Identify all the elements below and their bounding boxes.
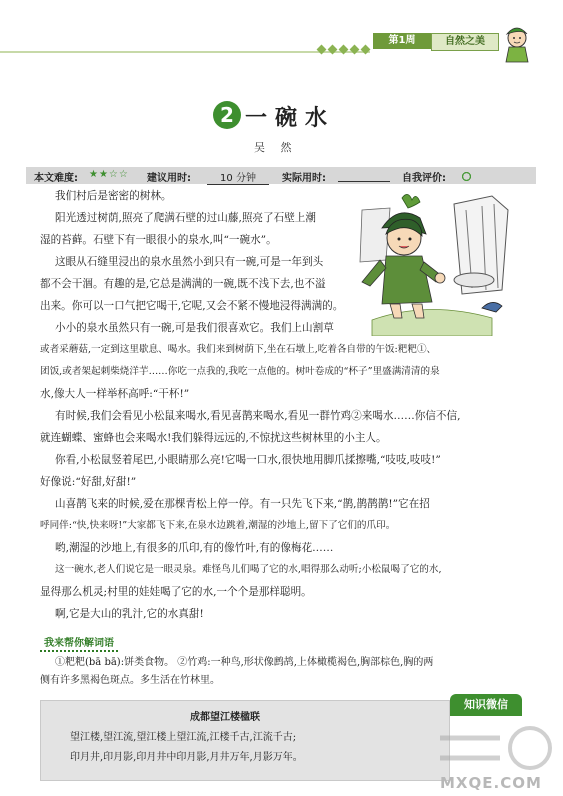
header-dots [318, 38, 373, 46]
paragraph-line: 团饭,或者架起刺柴烧洋芋……你吃一点我的,我吃一点他的。树叶卷成的“杯子”里盛满清清的泉 [40, 366, 440, 377]
paragraph-line: 湿的苔藓。石壁下有一眼很小的泉水,叫“一碗水”。 [40, 234, 277, 246]
paragraph-line: 哟,潮湿的沙地上,有很多的爪印,有的像竹叶,有的像梅花…… [55, 542, 334, 554]
actual-time-blank [338, 169, 390, 182]
paragraph-line: 显得那么机灵;村里的娃娃喝了它的水,一个个是那样聪明。 [40, 586, 312, 598]
week-tag: 第1周 [373, 33, 431, 49]
article-title: 一碗水 [245, 105, 336, 131]
paragraph-line: 啊,它是大山的乳汁,它的水真甜! [55, 608, 204, 620]
knowledge-title: 成都望江楼楹联 [190, 712, 260, 723]
self-eval-label: 自我评价: [402, 173, 446, 184]
paragraph-line: 或者采蘑菇,一定到这里歇息、喝水。我们来到树荫下,坐在石墩上,吃着各自带的午饭:粑粑①、 [40, 344, 437, 355]
paragraph-line: 好像说:“好甜,好甜!” [40, 476, 137, 488]
article-number-badge: 2 [213, 101, 241, 129]
paragraph-line: 阳光透过树荫,照亮了爬满石壁的过山藤,照亮了石壁上潮 [55, 212, 316, 224]
suggested-time-label: 建议用时: [147, 173, 191, 184]
paragraph-line: 都不会干涸。有趣的是,它总是满满的一碗,既不浅下去,也不溢 [40, 278, 326, 290]
difficulty-label: 本文难度: [34, 173, 78, 184]
paragraph-line: 水,像大人一样举杯高呼:“干杯!” [40, 388, 190, 400]
paragraph-line: 山喜鹊飞来的时候,爱在那棵青松上停一停。有一只先飞下来,“鹊,鹊鹊鹊!”它在招 [55, 498, 430, 510]
mascot-girl-icon [497, 20, 541, 64]
paragraph-line: 我们村后是密密的树林。 [55, 190, 172, 202]
knowledge-line: 望江楼,望江流,望江楼上望江流,江楼千古,江流千古; [70, 732, 297, 743]
header-rule [0, 51, 370, 53]
paragraph-line: 小小的泉水虽然只有一碗,可是我们很喜欢它。我们上山割草 [55, 322, 334, 334]
girl-by-spring-illustration [342, 190, 514, 336]
paragraph-line: 呼同伴:“快,快来呀!”大家都飞下来,在泉水边跳着,潮湿的沙地上,留下了它们的爪印。 [40, 520, 396, 531]
article-author: 吴 然 [254, 141, 298, 154]
glossary-line: ①粑粑(bā bā):饼类食物。 ②竹鸡:一种鸟,形状像鹧鸪,上体橄榄褐色,胸部棕色,胸的两 [55, 657, 434, 668]
difficulty-stars: ★★☆☆ [89, 169, 129, 180]
knowledge-line: 印月井,印月影,印月井中印月影,月井万年,月影万年。 [70, 752, 303, 763]
suggested-time-value: 10 分钟 [207, 169, 269, 185]
glossary-tag: 我来帮你解词语 [40, 633, 118, 652]
watermark-text: MXQE.COM [440, 774, 542, 792]
paragraph-line: 这一碗水,老人们说它是一眼灵泉。难怪鸟儿们喝了它的水,唱得那么动听;小松鼠喝了它的水, [55, 564, 442, 575]
paragraph-line: 有时候,我们会看见小松鼠来喝水,看见喜鹊来喝水,看见一群竹鸡②来喝水……你信不信, [55, 410, 461, 422]
actual-time-label: 实际用时: [282, 173, 326, 184]
paragraph-line: 你看,小松鼠竖着尾巴,小眼睛那么亮!它喝一口水,很快地用脚爪揉擦嘴,“吱吱,吱吱!” [55, 454, 441, 466]
paragraph-line: 出来。你可以一口气把它喝干,它呢,又会不紧不慢地浸得满满的。 [40, 300, 344, 312]
paragraph-line: 就连蝴蝶、蜜蜂也会来喝水!我们躲得远远的,不惊扰这些树林里的小主人。 [40, 432, 387, 444]
glossary-line: 侧有许多黑褐色斑点。多生活在竹林里。 [40, 675, 220, 686]
theme-tag: 自然之美 [431, 33, 499, 51]
paragraph-line: 这眼从石缝里浸出的泉水虽然小到只有一碗,可是一年到头 [55, 256, 324, 268]
reading-info-bar [26, 167, 536, 184]
knowledge-tag: 知识微信 [450, 694, 522, 716]
